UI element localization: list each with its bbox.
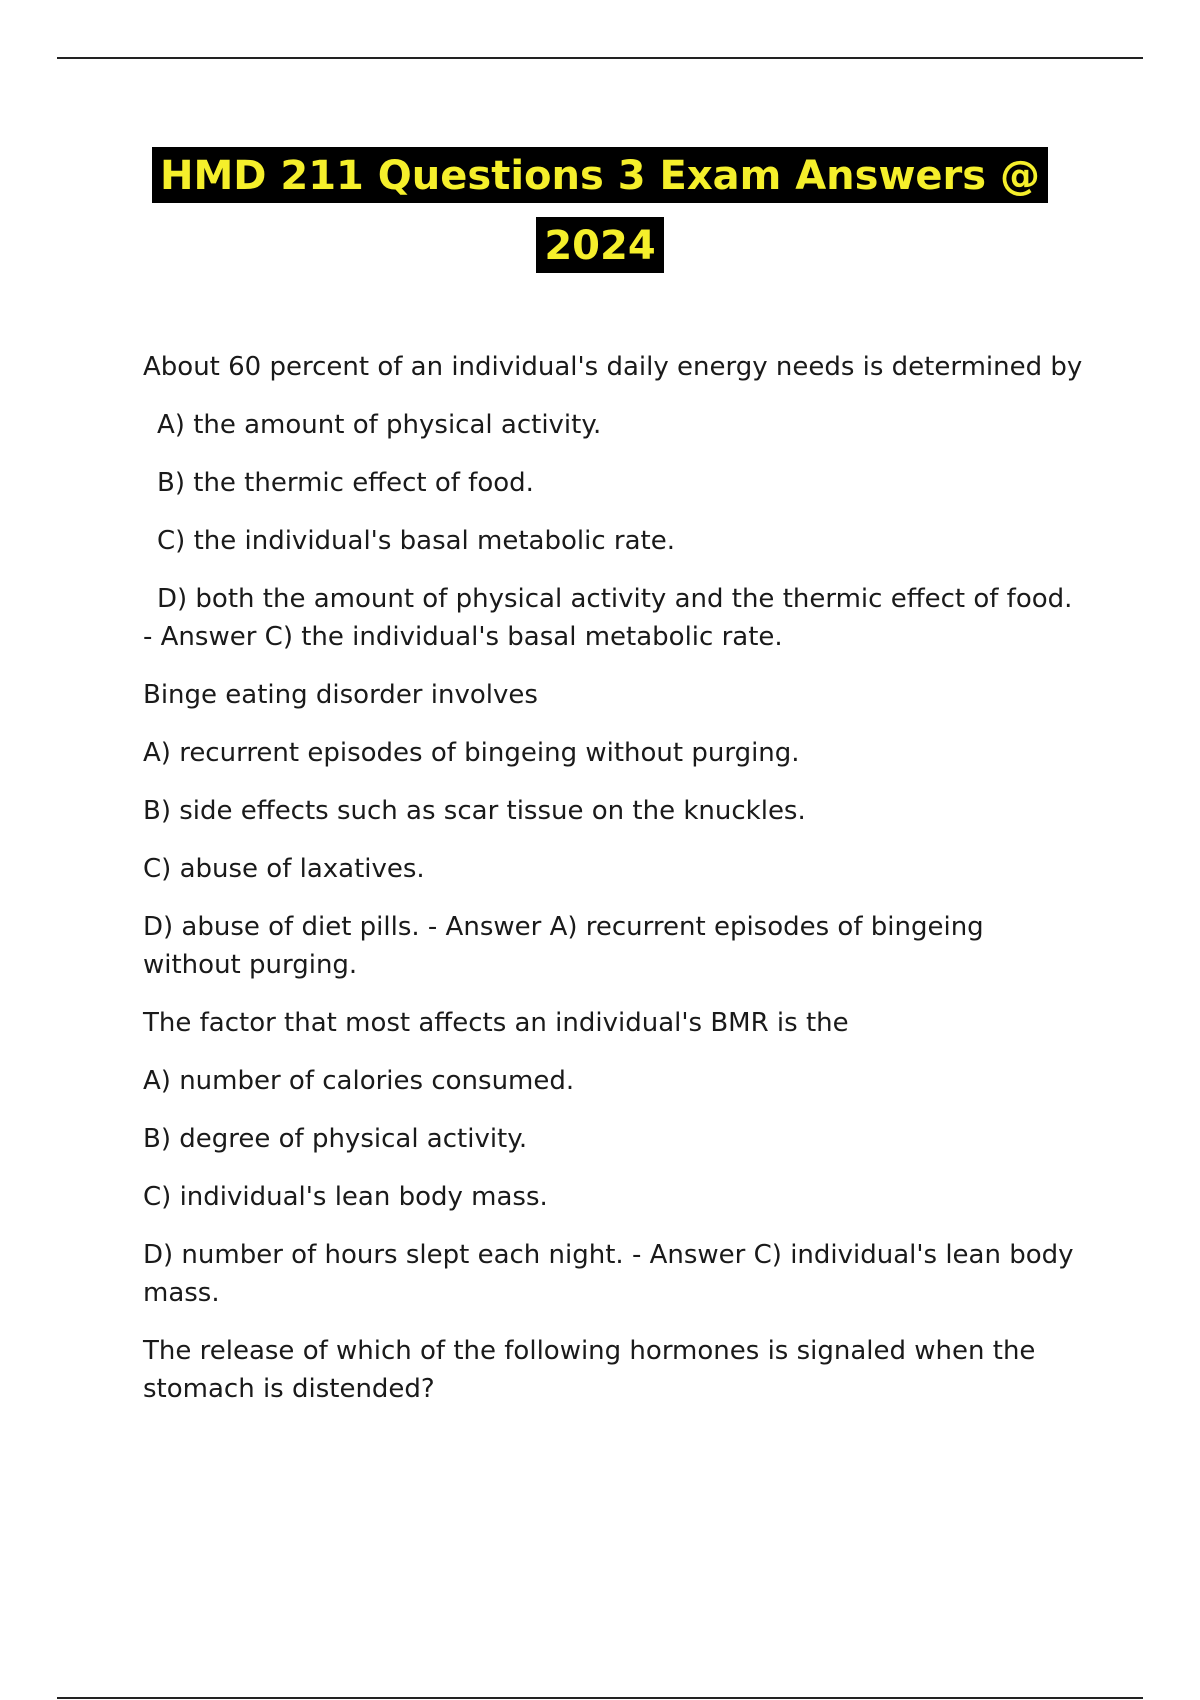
top-rule (57, 57, 1143, 59)
bottom-rule (57, 1697, 1143, 1699)
title-line-1: HMD 211 Questions 3 Exam Answers @ (152, 147, 1048, 203)
title-line-2: 2024 (536, 217, 663, 273)
q1-option-c: C) the individual's basal metabolic rate. (157, 526, 675, 556)
question-4: The release of which of the following hormones is signaled when the stomach is distended? (143, 1336, 1036, 1404)
q2-option-b: B) side effects such as scar tissue on the knuckles. (143, 796, 806, 826)
q3-option-a: A) number of calories consumed. (143, 1066, 575, 1096)
q1-option-b: B) the thermic effect of food. (157, 468, 534, 498)
q2-option-a: A) recurrent episodes of bingeing without purging. (143, 738, 800, 768)
question-3: The factor that most affects an individual's BMR is the (143, 1008, 849, 1038)
q1-option-a: A) the amount of physical activity. (157, 410, 602, 440)
q3-option-b: B) degree of physical activity. (143, 1124, 528, 1154)
question-2: Binge eating disorder involves (143, 680, 538, 710)
document-title (0, 143, 1200, 283)
q2-option-d-answer: D) abuse of diet pills. - Answer A) recurrent episodes of bingeing without purging. (143, 912, 984, 980)
q2-option-c: C) abuse of laxatives. (143, 854, 425, 884)
question-1: About 60 percent of an individual's daily energy needs is determined by (143, 352, 1083, 382)
q3-option-c: C) individual's lean body mass. (143, 1182, 548, 1212)
document-body (143, 348, 1083, 1428)
q1-option-d-answer: D) both the amount of physical activity and the thermic effect of food. - Answer C) the individual's basal metabolic rate. (143, 584, 1073, 652)
q3-option-d-answer: D) number of hours slept each night. - Answer C) individual's lean body mass. (143, 1240, 1074, 1308)
